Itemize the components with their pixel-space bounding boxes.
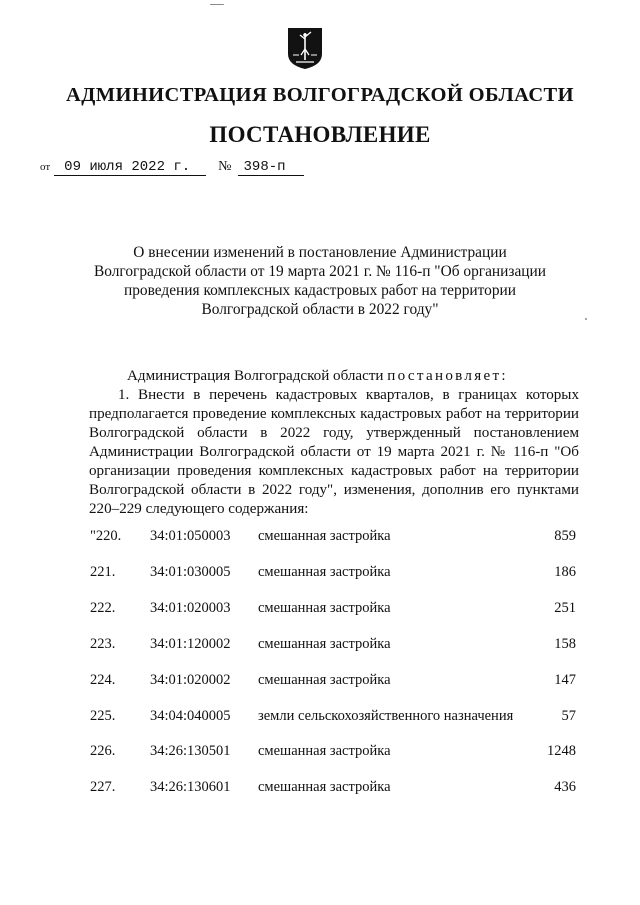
opening-verb: постановляет: <box>387 368 508 384</box>
table-row <box>0 779 640 803</box>
row-land-type: смешанная застройка <box>258 528 391 544</box>
row-number: 226. <box>90 743 116 759</box>
row-number: 224. <box>90 672 116 688</box>
row-count: 1248 <box>547 743 576 759</box>
scan-speck <box>585 318 587 320</box>
row-cadastral-code: 34:26:130601 <box>150 779 231 795</box>
row-number: 223. <box>90 636 116 652</box>
paragraph-1: 1. Внести в перечень кадастровых кварталов, в границах которых предполагается проведение комплексных кадастровых работ на территории Волгоградской области в 2022 году, утвержденный постановлением Администрации Волгоградской области от 19 марта 2021 г. № 116-п "Об организации проведения комплексных кадастровых работ на территории Волгоградской области в 2022 году", изменения, дополнив его пунктами 220–229 следующего содержания: <box>89 387 579 517</box>
row-number: "220. <box>90 528 122 544</box>
row-number: 222. <box>90 600 116 616</box>
subject-line: О внесении изменений в постановление Администрации <box>133 244 507 261</box>
row-cadastral-code: 34:01:030005 <box>150 564 231 580</box>
row-number: 227. <box>90 779 116 795</box>
subject-line: Волгоградской области от 19 марта 2021 г. № 116-п "Об организации <box>93 263 547 280</box>
opening-lead: Администрация Волгоградской области <box>127 368 388 384</box>
table-row <box>0 528 640 552</box>
row-cadastral-code: 34:04:040005 <box>150 708 231 724</box>
row-count: 859 <box>554 528 576 544</box>
row-cadastral-code: 34:01:120002 <box>150 636 231 652</box>
table-row <box>0 600 640 624</box>
row-cadastral-code: 34:01:020002 <box>150 672 231 688</box>
row-land-type: смешанная застройка <box>258 743 391 759</box>
row-cadastral-code: 34:26:130501 <box>150 743 231 759</box>
table-row <box>0 672 640 696</box>
table-row <box>0 636 640 660</box>
row-land-type: смешанная застройка <box>258 636 391 652</box>
row-cadastral-code: 34:01:020003 <box>150 600 231 616</box>
row-number: 225. <box>90 708 116 724</box>
row-count: 147 <box>554 672 576 688</box>
row-land-type: земли сельскохозяйственного назначения <box>258 708 514 724</box>
row-count: 251 <box>554 600 576 616</box>
table-row <box>0 743 640 767</box>
row-count: 436 <box>554 779 576 795</box>
agency-title: АДМИНИСТРАЦИЯ ВОЛГОГРАДСКОЙ ОБЛАСТИ <box>66 84 574 106</box>
row-land-type: смешанная застройка <box>258 672 391 688</box>
row-count: 158 <box>554 636 576 652</box>
row-count: 57 <box>561 708 576 724</box>
table-row <box>0 564 640 588</box>
subject-line: Волгоградской области в 2022 году" <box>201 301 439 318</box>
row-land-type: смешанная застройка <box>258 600 391 616</box>
row-land-type: смешанная застройка <box>258 779 391 795</box>
row-land-type: смешанная застройка <box>258 564 391 580</box>
scan-speck <box>210 4 224 5</box>
row-number: 221. <box>90 564 116 580</box>
row-count: 186 <box>554 564 576 580</box>
table-row <box>0 708 640 732</box>
number-label: № <box>218 159 232 174</box>
subject-line: проведения комплексных кадастровых работ на территории <box>123 282 517 299</box>
number-value: 398-п <box>238 159 304 176</box>
date-value: 09 июля 2022 г. <box>54 159 206 176</box>
document-type: ПОСТАНОВЛЕНИЕ <box>209 122 431 147</box>
row-cadastral-code: 34:01:050003 <box>150 528 231 544</box>
date-label: от <box>40 161 51 173</box>
